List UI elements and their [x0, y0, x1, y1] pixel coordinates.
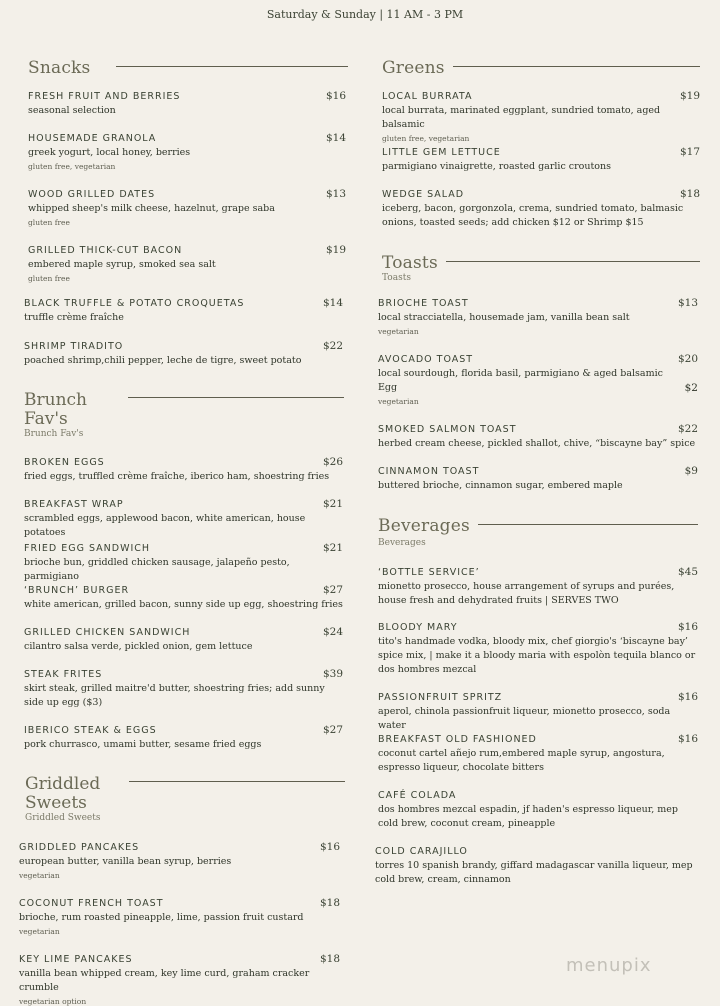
item-price: $17: [679, 146, 700, 158]
item-tag: vegetarian: [19, 927, 60, 936]
greens-title: Greens: [382, 58, 453, 78]
item-desc: tito's handmade vodka, bloody mix, chef giorgio's ‘biscayne bay’ spice mix, | make it a bloody maria with espolòn tequila blanco or dos hombres mezcal: [378, 636, 696, 675]
snacks-title: Snacks: [28, 58, 98, 78]
item-desc: seasonal selection: [28, 105, 116, 116]
item-tag: gluten free, vegetarian: [382, 134, 470, 143]
item-desc: fried eggs, truffled crème fraîche, iberico ham, shoestring fries: [24, 471, 330, 482]
item-price: $27: [322, 724, 343, 736]
brunch-title-line1: Brunch: [24, 390, 87, 410]
brunch-subtitle: Brunch Fav's: [24, 429, 84, 439]
item-price: $21: [322, 498, 343, 510]
item-desc: embered maple syrup, smoked sea salt: [28, 259, 216, 270]
item-name: CINNAMON TOAST: [378, 466, 480, 477]
item-desc: dos hombres mezcal espadin, jf haden's espresso liqueur, mep cold brew, coconut cream, pineapple: [378, 804, 678, 829]
item-price: $16: [319, 841, 340, 853]
menu-item: [375, 845, 697, 887]
item-price: $18: [679, 188, 700, 200]
greens-section: [382, 58, 700, 80]
item-name: ‘BRUNCH’ BURGER: [24, 585, 130, 596]
item-desc: whipped sheep's milk cheese, hazelnut, grape saba: [28, 203, 275, 214]
brunch-title-line2: Fav's: [24, 409, 68, 429]
item-name: ‘BOTTLE SERVICE’: [378, 567, 480, 578]
item-desc: torres 10 spanish brandy, giffard madagascar vanilla liqueur, mep cold brew, cream, cinnamon: [375, 860, 693, 885]
item-name: STEAK FRITES: [24, 669, 103, 680]
item-desc: mionetto prosecco, house arrangement of syrups and purées, house fresh and dehydrated fruits | SERVES TWO: [378, 581, 675, 606]
menu-item: [378, 733, 698, 775]
item-price: $20: [677, 353, 698, 365]
item-price: $27: [322, 584, 343, 596]
toasts-title: Toasts: [382, 253, 446, 273]
item-price: $22: [677, 423, 698, 435]
item-addon: [378, 381, 698, 395]
item-price: $21: [322, 542, 343, 554]
menu-item: [28, 188, 346, 227]
item-name: WEDGE SALAD: [382, 189, 465, 200]
item-price: $19: [679, 90, 700, 102]
menu-item: [28, 90, 346, 118]
item-desc: white american, grilled bacon, sunny side up egg, shoestring fries: [24, 599, 343, 610]
item-name: LITTLE GEM LETTUCE: [382, 147, 501, 158]
toasts-subtitle: Toasts: [382, 273, 411, 283]
snacks-section: [28, 58, 348, 80]
menu-item: [382, 188, 700, 230]
item-desc: brioche bun, griddled chicken sausage, jalapeño pesto, parmigiano: [24, 557, 290, 582]
menu-item: [378, 297, 698, 336]
item-name: SHRIMP TIRADITO: [24, 341, 124, 352]
item-name: FRIED EGG SANDWICH: [24, 543, 151, 554]
item-desc: scrambled eggs, applewood bacon, white american, house potatoes: [24, 513, 306, 538]
item-desc: poached shrimp,chili pepper, leche de tigre, sweet potato: [24, 355, 302, 366]
menu-item: [382, 146, 700, 174]
beverages-section: [378, 516, 698, 548]
menu-item: [28, 244, 346, 283]
item-price: $16: [677, 691, 698, 703]
item-desc: pork churrasco, umami butter, sesame fried eggs: [24, 739, 262, 750]
item-desc: iceberg, bacon, gorgonzola, crema, sundried tomato, balmasic onions, toasted seeds; add chicken $12 or Shrimp $15: [382, 203, 684, 228]
item-name: LOCAL BURRATA: [382, 91, 473, 102]
item-name: BREAKFAST OLD FASHIONED: [378, 734, 537, 745]
item-name: IBERICO STEAK & EGGS: [24, 725, 157, 736]
menu-item: [24, 456, 343, 484]
menu-item: [19, 897, 340, 936]
toasts-rule: [440, 261, 700, 262]
beverages-title: Beverages: [378, 516, 478, 536]
menu-item: [19, 953, 340, 1006]
item-desc: local stracciatella, housemade jam, vanilla bean salt: [378, 312, 630, 323]
brunch-section: [24, 391, 344, 439]
item-name: COCONUT FRENCH TOAST: [19, 898, 164, 909]
item-tag: vegetarian option: [19, 997, 87, 1006]
item-name: BRIOCHE TOAST: [378, 298, 469, 309]
item-desc: greek yogurt, local honey, berries: [28, 147, 191, 158]
item-price: $19: [325, 244, 346, 256]
item-name: BLACK TRUFFLE & POTATO CROQUETAS: [24, 298, 245, 309]
griddled-subtitle: Griddled Sweets: [25, 813, 101, 823]
greens-rule: [446, 66, 700, 67]
item-price: $13: [677, 297, 698, 309]
menu-item: [378, 691, 698, 733]
addon-label: Egg: [378, 382, 398, 393]
item-name: HOUSEMADE GRANOLA: [28, 133, 157, 144]
menu-item: [24, 668, 343, 710]
item-name: COLD CARAJILLO: [375, 846, 468, 857]
item-tag: gluten free, vegetarian: [28, 162, 116, 171]
item-price: $16: [325, 90, 346, 102]
menu-item: [28, 132, 346, 171]
brunch-rule: [128, 397, 344, 398]
item-price: $24: [322, 626, 343, 638]
item-name: GRIDDLED PANCAKES: [19, 842, 140, 853]
item-desc: parmigiano vinaigrette, roasted garlic croutons: [382, 161, 612, 172]
item-price: $18: [319, 953, 340, 965]
item-name: BLOODY MARY: [378, 622, 458, 633]
item-name: FRESH FRUIT AND BERRIES: [28, 91, 181, 102]
item-price: $14: [325, 132, 346, 144]
menu-item: [378, 566, 698, 608]
toasts-section: [382, 253, 700, 283]
griddled-title-line1: Griddled: [25, 774, 101, 794]
item-price: $14: [322, 297, 343, 309]
item-desc: local burrata, marinated eggplant, sundried tomato, aged balsamic: [382, 105, 661, 130]
item-name: GRILLED CHICKEN SANDWICH: [24, 627, 191, 638]
item-price: $26: [322, 456, 343, 468]
item-tag: vegetarian: [378, 327, 419, 336]
menu-item: [24, 626, 343, 654]
item-desc: european butter, vanilla bean syrup, berries: [19, 856, 232, 867]
item-desc: coconut cartel añejo rum,embered maple syrup, angostura, espresso liqueur, chocolate bitters: [378, 748, 665, 773]
menu-item: [24, 498, 343, 540]
menu-item: [24, 584, 343, 612]
menu-item: [24, 724, 343, 752]
snacks-rule: [116, 66, 348, 67]
item-name: BREAKFAST WRAP: [24, 499, 124, 510]
item-name: CAFÉ COLADA: [378, 790, 457, 801]
item-name: SMOKED SALMON TOAST: [378, 424, 517, 435]
griddled-rule: [129, 781, 345, 782]
item-name: BROKEN EGGS: [24, 457, 105, 468]
item-desc: local sourdough, florida basil, parmigiano & aged balsamic: [378, 368, 663, 379]
item-desc: skirt steak, grilled maitre'd butter, shoestring fries; add sunny side up egg ($3): [24, 683, 325, 708]
item-name: WOOD GRILLED DATES: [28, 189, 156, 200]
item-tag: gluten free: [28, 218, 70, 227]
service-hours: Saturday & Sunday | 11 AM - 3 PM: [266, 8, 464, 21]
item-price: $16: [677, 733, 698, 745]
menu-item: [378, 621, 698, 677]
item-price: $18: [319, 897, 340, 909]
item-price: $16: [677, 621, 698, 633]
item-name: PASSIONFRUIT SPRITZ: [378, 692, 503, 703]
beverages-rule: [468, 524, 698, 525]
menu-item: [382, 90, 700, 143]
menu-item: [378, 789, 698, 831]
item-tag: vegetarian: [19, 871, 60, 880]
item-desc: aperol, chinola passionfruit liqueur, mionetto prosecco, soda water: [378, 706, 671, 731]
addon-price: $2: [684, 382, 698, 394]
griddled-title-line2: Sweets: [25, 793, 87, 813]
item-name: GRILLED THICK-CUT BACON: [28, 245, 183, 256]
item-price: $9: [684, 465, 698, 477]
item-tag: gluten free: [28, 274, 70, 283]
item-price: $22: [322, 340, 343, 352]
item-desc: brioche, rum roasted pineapple, lime, passion fruit custard: [19, 912, 304, 923]
item-name: AVOCADO TOAST: [378, 354, 474, 365]
menu-item: [24, 542, 343, 584]
watermark-logo: menupix: [566, 955, 652, 976]
item-price: $39: [322, 668, 343, 680]
item-desc: herbed cream cheese, pickled shallot, chive, “biscayne bay” spice: [378, 438, 696, 449]
item-tag: vegetarian: [378, 397, 419, 406]
menu-item: [19, 841, 340, 880]
item-price: $13: [325, 188, 346, 200]
item-desc: buttered brioche, cinnamon sugar, embered maple: [378, 480, 623, 491]
menu-item: [378, 423, 698, 451]
menu-item: [378, 465, 698, 493]
menu-item: [24, 297, 343, 325]
beverages-subtitle: Beverages: [378, 538, 426, 548]
item-desc: truffle crème fraîche: [24, 312, 124, 323]
item-price: $45: [677, 566, 698, 578]
item-desc: cilantro salsa verde, pickled onion, gem lettuce: [24, 641, 253, 652]
item-desc: vanilla bean whipped cream, key lime curd, graham cracker crumble: [19, 968, 310, 993]
menu-item: [378, 353, 698, 406]
menu-item: [24, 340, 343, 368]
griddled-section: [25, 775, 345, 823]
item-name: KEY LIME PANCAKES: [19, 954, 133, 965]
